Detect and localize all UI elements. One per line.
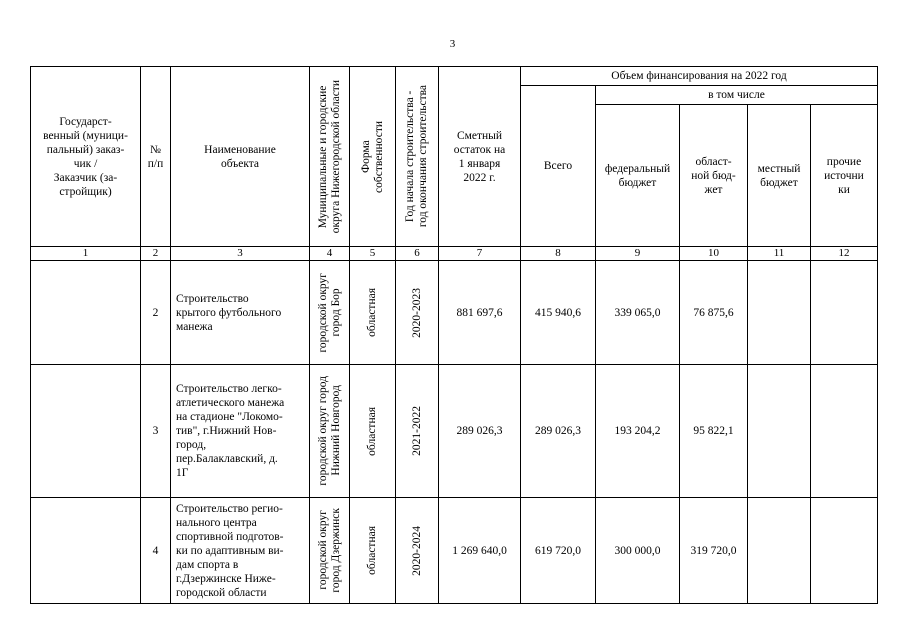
header-num: № п/п <box>141 67 171 247</box>
cell-estimate: 881 697,6 <box>439 261 521 365</box>
col-num: 6 <box>396 247 439 261</box>
cell-ownership: областная <box>350 261 396 365</box>
col-num: 12 <box>811 247 878 261</box>
header-total: Всего <box>521 86 596 247</box>
col-num: 11 <box>748 247 811 261</box>
cell-municipality: городской округ город Бор <box>310 261 350 365</box>
cell-customer <box>31 261 141 365</box>
cell-municipality: городской округ город Дзержинск <box>310 498 350 604</box>
table-row <box>31 365 878 498</box>
header-years: Год начала строительства - год окончания строительства <box>396 67 439 247</box>
header-municipality: Муниципальные и городские округа Нижегородской области <box>310 67 350 247</box>
cell-regional: 319 720,0 <box>680 498 748 604</box>
cell-other <box>811 498 878 604</box>
cell-object-name: Строительство регио- нального центра спортивной подготов- ки по адаптивным ви- дам спорта в г.Дзержинске Ниже- городской области <box>171 498 310 604</box>
col-num: 2 <box>141 247 171 261</box>
col-num: 10 <box>680 247 748 261</box>
header-local: местный бюджет <box>748 105 811 247</box>
header-object-name: Наименование объекта <box>171 67 310 247</box>
cell-regional: 76 875,6 <box>680 261 748 365</box>
cell-years: 2020-2023 <box>396 261 439 365</box>
table-row <box>31 261 878 365</box>
cell-years: 2021-2022 <box>396 365 439 498</box>
col-num: 4 <box>310 247 350 261</box>
cell-estimate: 289 026,3 <box>439 365 521 498</box>
cell-num: 2 <box>141 261 171 365</box>
col-num: 3 <box>171 247 310 261</box>
cell-municipality: городской округ город Нижний Новгород <box>310 365 350 498</box>
funding-table <box>30 66 878 604</box>
cell-num: 3 <box>141 365 171 498</box>
column-numbers-row <box>31 247 878 261</box>
cell-total: 289 026,3 <box>521 365 596 498</box>
col-num: 9 <box>596 247 680 261</box>
cell-other <box>811 365 878 498</box>
header-funding-title: Объем финансирования на 2022 год <box>521 67 878 86</box>
cell-regional: 95 822,1 <box>680 365 748 498</box>
cell-federal: 193 204,2 <box>596 365 680 498</box>
header-federal: федеральный бюджет <box>596 105 680 247</box>
cell-object-name: Строительство легко- атлетического манежа на стадионе "Локомо- тив", г.Нижний Нов- город, пер.Балаклавский, д. 1Г <box>171 365 310 498</box>
col-num: 5 <box>350 247 396 261</box>
cell-federal: 300 000,0 <box>596 498 680 604</box>
cell-num: 4 <box>141 498 171 604</box>
header-other: прочие источни ки <box>811 105 878 247</box>
header-ownership: Форма собственности <box>350 67 396 247</box>
cell-other <box>811 261 878 365</box>
cell-customer <box>31 498 141 604</box>
cell-object-name: Строительство крытого футбольного манежа <box>171 261 310 365</box>
cell-estimate: 1 269 640,0 <box>439 498 521 604</box>
cell-ownership: областная <box>350 365 396 498</box>
cell-local <box>748 365 811 498</box>
cell-local <box>748 261 811 365</box>
header-regional: област- ной бюд- жет <box>680 105 748 247</box>
table-row <box>31 498 878 604</box>
col-num: 1 <box>31 247 141 261</box>
page-number: 3 <box>449 38 456 50</box>
cell-federal: 339 065,0 <box>596 261 680 365</box>
col-num: 7 <box>439 247 521 261</box>
cell-local <box>748 498 811 604</box>
col-num: 8 <box>521 247 596 261</box>
header-customer: Государст- венный (муници- пальный) заказ- чик / Заказчик (за- стройщик) <box>31 67 141 247</box>
cell-customer <box>31 365 141 498</box>
header-estimate: Сметный остаток на 1 января 2022 г. <box>439 67 521 247</box>
cell-ownership: областная <box>350 498 396 604</box>
cell-total: 415 940,6 <box>521 261 596 365</box>
cell-years: 2020-2024 <box>396 498 439 604</box>
header-including: в том числе <box>596 86 878 105</box>
cell-total: 619 720,0 <box>521 498 596 604</box>
